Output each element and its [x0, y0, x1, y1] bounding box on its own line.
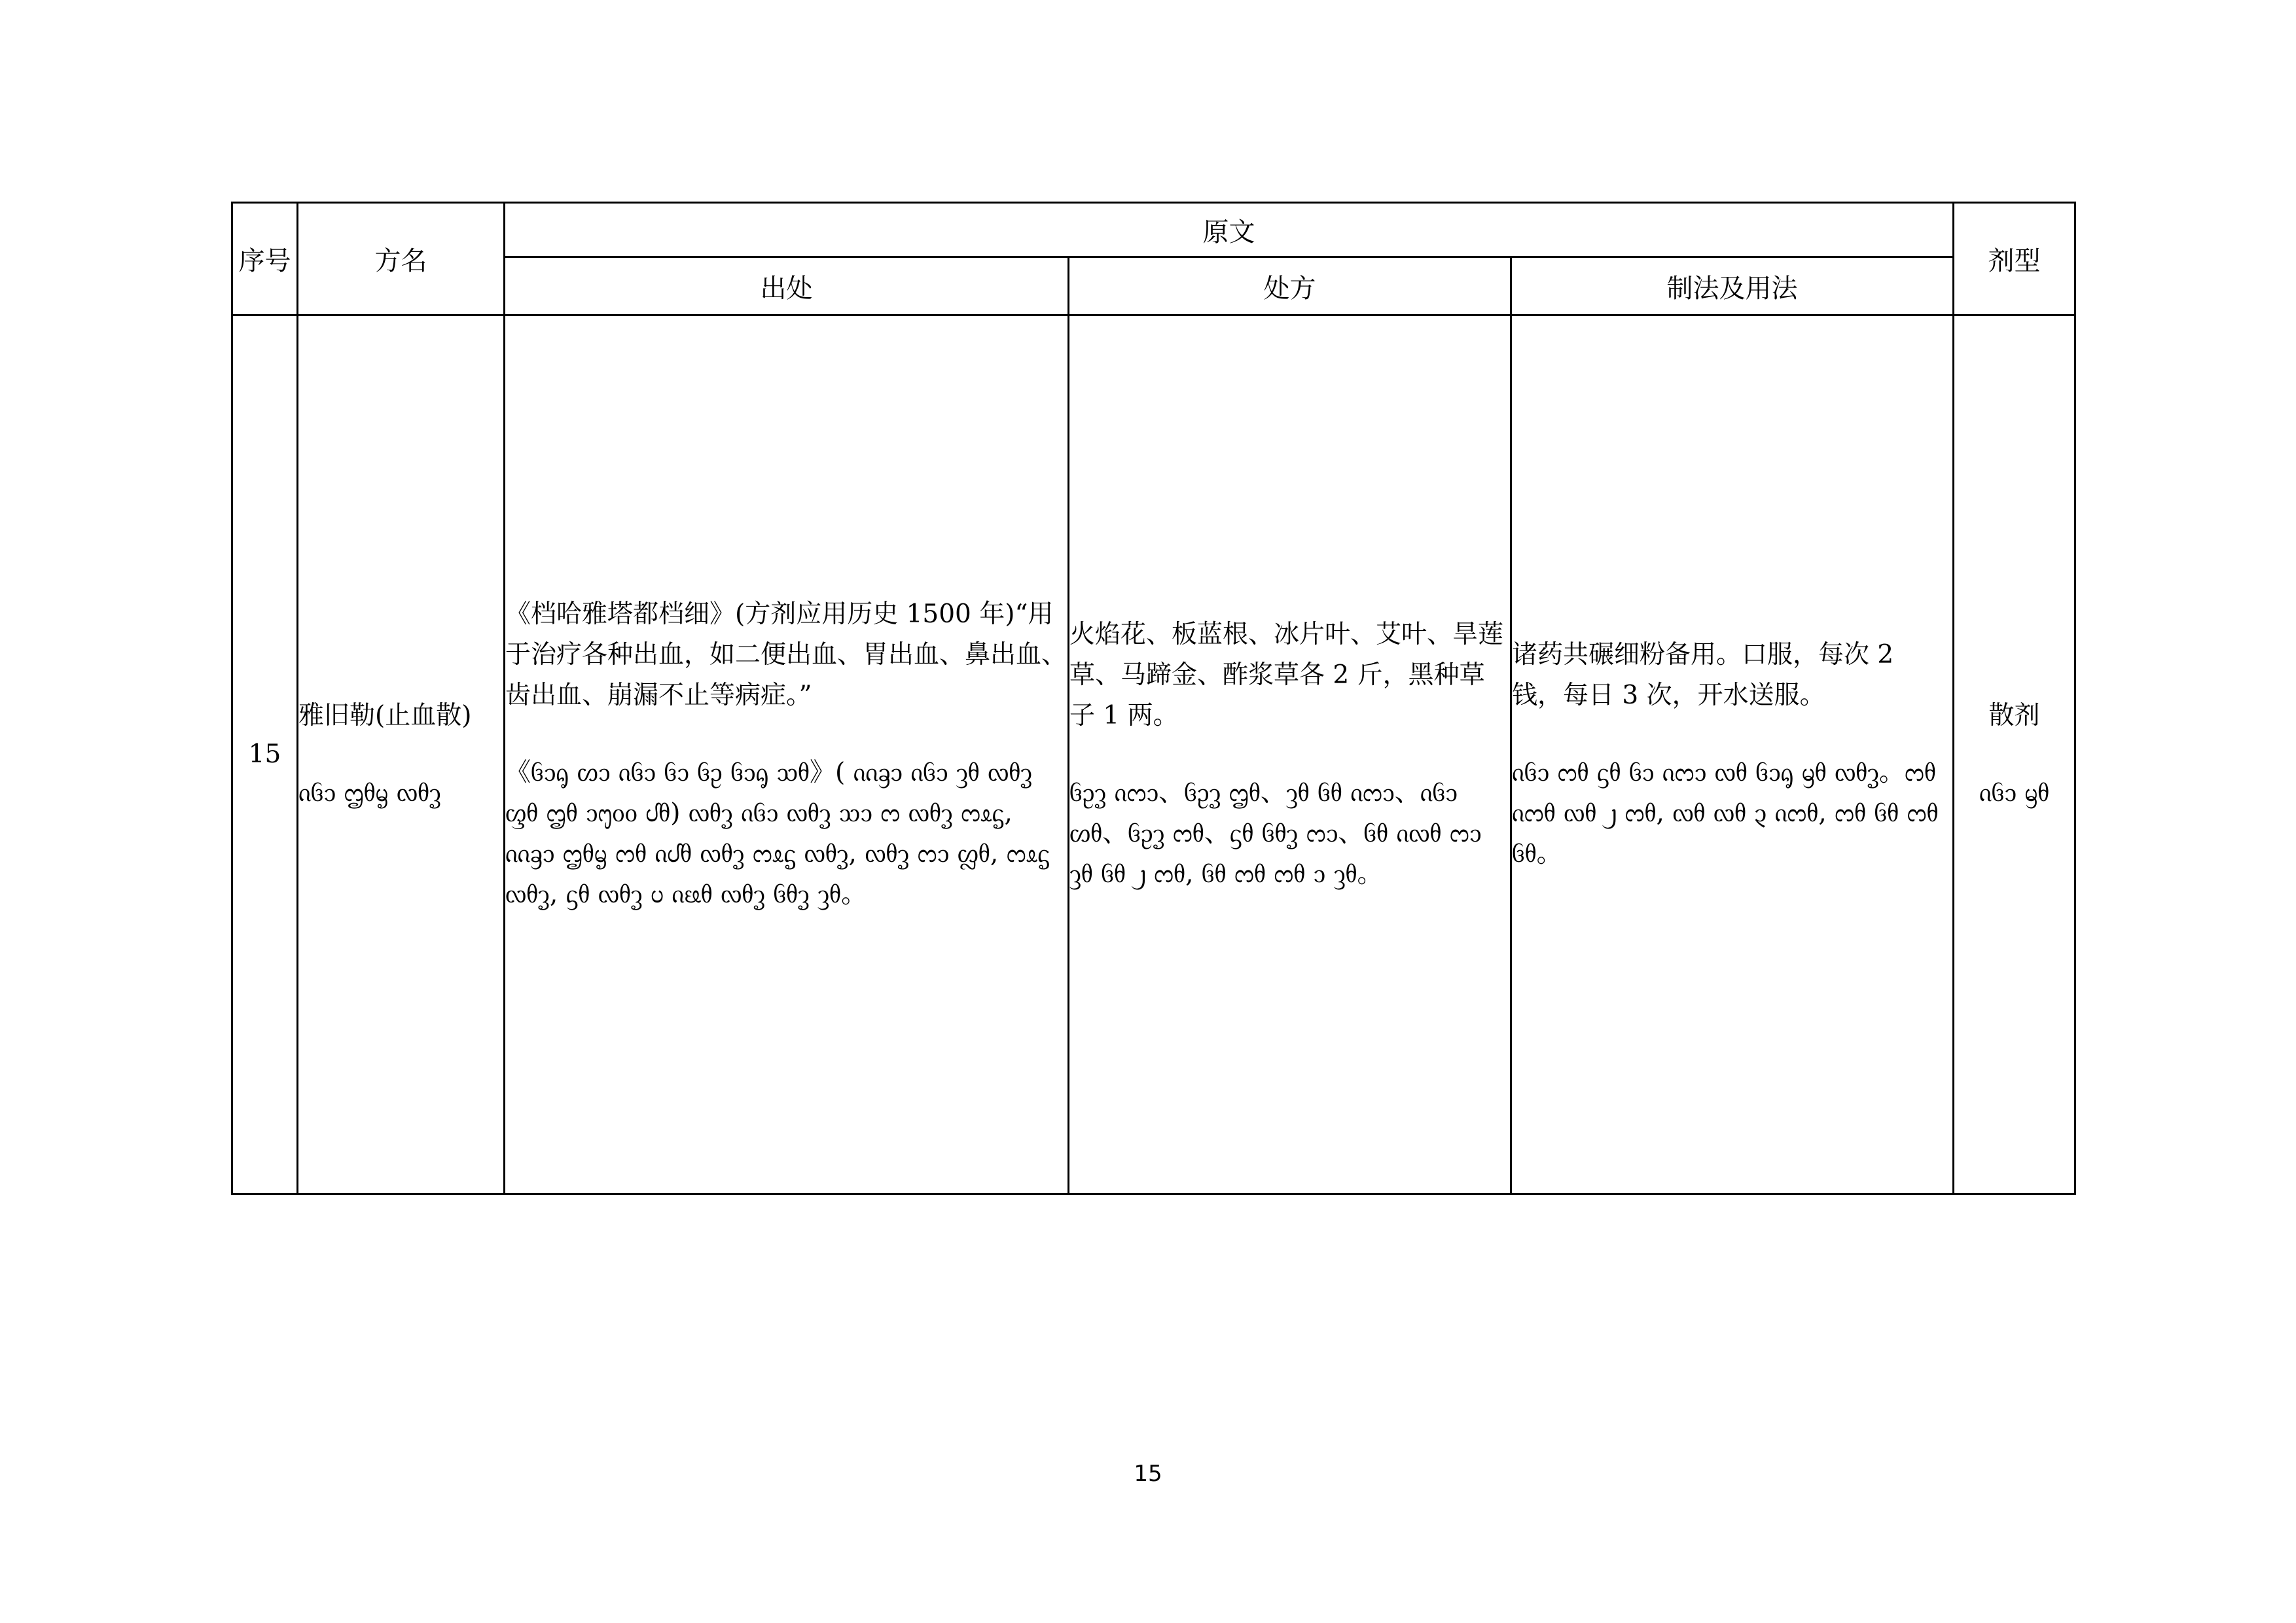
page-number: 15: [1134, 1461, 1162, 1487]
prescription-dai: ᦑᦳᧆ ᦵᦂᦱ、ᦑᦳᧆ ᦗᦲ、ᦡᦲ ᦑᦲ ᦵᦂᦱ、ᦵᦑᦱ ᦠᦲ、ᦑᦳᧆ ᦂᦲ、ᦓᦲ ᦑᦲᧆ ᦂᦱ、ᦑᦲ ᦵᦟᦲ ᦂᦱ ᦡᦲ ᦑᦲ ᧒ ᦂᦲ, ᦑᦲ ᦂᦲ ᦂᦲ ᧑ ᦡᦲ。: [1069, 778, 1482, 889]
cell-form: [1954, 315, 2075, 1194]
formula-table: [231, 202, 2076, 1195]
header-prescription: 处方: [1069, 257, 1511, 315]
form-zh: 散剂: [1988, 701, 2040, 730]
cell-name: [298, 315, 505, 1194]
cell-source: [505, 315, 1069, 1194]
prescription-zh: 火焰花、板蓝根、冰片叶、艾叶、旱莲草、马蹄金、酢浆草各 2 斤，黑种草子 1 两。: [1069, 620, 1504, 730]
formula-name-zh: 雅旧勒(止血散): [298, 701, 472, 730]
source-dai: 《ᦑᦱᧂ ᦠᦱ ᦵᦑᦱ ᦑᦱ ᦑᦳ ᦑᦱᧂ ᦉᦲ》( ᦶᦃᦱ ᦵᦑᦱ ᦡᦲ ᦟᦲᧆ ᦐᦲ ᦗᦲ ᧑᧕᧐᧐ ᦔᦲ) ᦟᦲᧆ ᦵᦑᦱ ᦟᦲᧆ ᦉᦱ ᦂ ᦟᦲᧆ ᦂᦸᧃ, ᦶᦃᦱ ᦗᦲᧄ ᦂᦲ ᦵᦔᦲ ᦟᦲᧆ ᦂᦸᧃ ᦟᦲᧆ, ᦟᦲᧆ ᦂᦱ ᦜᦲ, ᦂᦸᧃ ᦟᦲᧆ, ᦓᦲ ᦟᦲᧆ ᦢ ᦵᦕᦲ ᦟᦲᧆ ᦑᦲᧆ ᦡᦲ。: [505, 758, 1050, 909]
source-zh: 《档哈雅塔都档细》(方剂应用历史 1500 年)“用于治疗各种出血，如二便出血、胃出血、鼻出血、齿出血、崩漏不止等病症。”: [505, 599, 1067, 710]
form-dai: ᦵᦑᦱ ᦙᦲ: [1979, 778, 2050, 808]
header-name: 方名: [298, 203, 505, 315]
formula-name-dai: ᦵᦑᦱ ᦗᦲᧄ ᦟᦲᧆ: [298, 778, 441, 808]
header-index: 序号: [232, 203, 298, 315]
method-zh: 诸药共碾细粉备用。口服，每次 2 钱，每日 3 次，开水送服。: [1512, 640, 1894, 710]
header-source: 出处: [505, 257, 1069, 315]
table-row: [232, 315, 2075, 1194]
cell-index: [232, 315, 298, 1194]
header-method: 制法及用法: [1511, 257, 1954, 315]
header-form: 剂型: [1954, 203, 2075, 315]
header-original: 原文: [505, 203, 1954, 257]
cell-prescription: [1069, 315, 1511, 1194]
cell-method: [1511, 315, 1954, 1194]
method-dai: ᦵᦑᦱ ᦂᦲ ᦓᦲ ᦑᦱ ᦵᦂᦱ ᦟᦲ ᦑᦱᧂ ᦙᦲ ᦟᦲᧆ。ᦂᦲ ᦵᦂᦲ ᦟᦲ ᧒ ᦂᦲ, ᦟᦲ ᦟᦲ ᧓ ᦵᦂᦲ, ᦂᦲ ᦑᦲ ᦂᦲ ᦑᦲ。: [1512, 758, 1939, 868]
row-index: 15: [248, 740, 281, 769]
